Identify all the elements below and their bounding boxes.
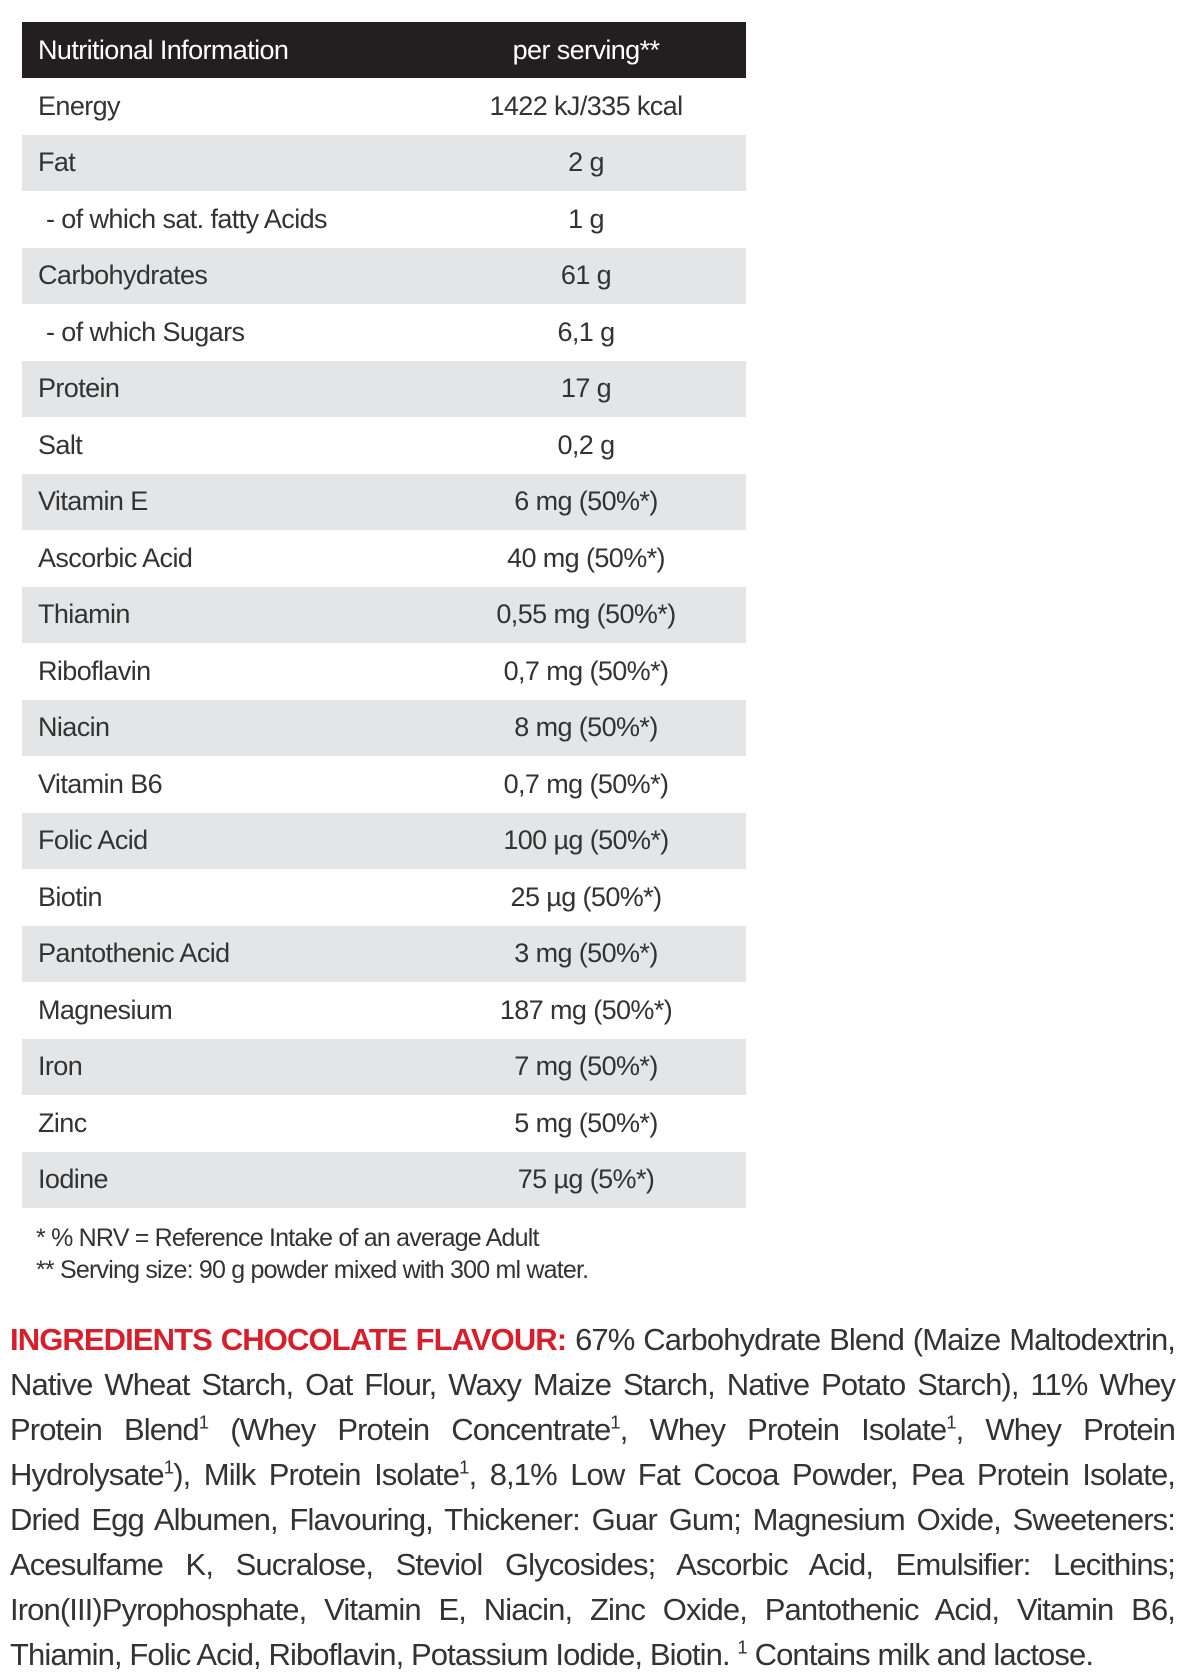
- table-row: [22, 1152, 746, 1209]
- table-header-label: Nutritional Information: [38, 34, 289, 65]
- nutrient-value: 61 g: [560, 260, 612, 291]
- footnote-marker: 1: [946, 1411, 956, 1433]
- nutrient-label: Salt: [38, 429, 83, 460]
- ingredients-text: ), Milk Protein Isolate: [173, 1457, 460, 1492]
- table-row: [22, 191, 746, 248]
- table-header-value: per serving**: [512, 34, 660, 65]
- nutrient-label: Ascorbic Acid: [38, 542, 193, 573]
- nutrient-value: 5 mg (50%*): [514, 1107, 658, 1138]
- nutrient-label: Iron: [38, 1051, 83, 1082]
- footnote-marker: 1: [198, 1411, 209, 1433]
- table-row: [22, 700, 746, 757]
- nutrient-value: 187 mg (50%*): [499, 994, 673, 1025]
- table-row: [22, 813, 746, 870]
- nutrient-value: 6 mg (50%*): [514, 486, 658, 517]
- nutrient-label: Folic Acid: [38, 825, 148, 856]
- table-row: [22, 869, 746, 926]
- nutrient-label: Thiamin: [38, 599, 130, 630]
- nutrient-label: Magnesium: [38, 994, 173, 1025]
- table-header-row: [22, 22, 746, 78]
- nutrient-label: Energy: [38, 90, 120, 121]
- footnote-marker: 1: [459, 1456, 469, 1478]
- table-row: [22, 474, 746, 531]
- footnote-nrv: * % NRV = Reference Intake of an average Adult: [36, 1224, 539, 1252]
- nutrient-value: 0,55 mg (50%*): [496, 599, 676, 630]
- nutrient-value: 25 µg (50%*): [510, 881, 662, 912]
- nutrient-label: Carbohydrates: [38, 260, 208, 291]
- ingredients-text: , Whey Protein Isolate: [619, 1412, 947, 1447]
- nutrient-value: 1 g: [568, 203, 604, 234]
- nutrient-label: Iodine: [38, 1164, 108, 1195]
- nutrient-value: 2 g: [568, 147, 604, 178]
- ingredients-paragraph: [10, 1317, 1175, 1677]
- nutrient-value: 1422 kJ/335 kcal: [489, 90, 683, 121]
- table-row: [22, 756, 746, 813]
- ingredients-title: INGREDIENTS CHOCOLATE FLAVOUR:: [10, 1322, 567, 1357]
- nutrient-label: Vitamin E: [38, 486, 148, 517]
- footnote-marker: 1: [163, 1456, 174, 1478]
- table-row: [22, 361, 746, 418]
- nutrient-label: Vitamin B6: [38, 768, 163, 799]
- footnote-marker: 1: [610, 1411, 620, 1433]
- nutrient-value: 0,7 mg (50%*): [503, 655, 669, 686]
- table-row: [22, 417, 746, 474]
- nutrient-label: Niacin: [38, 712, 110, 743]
- table-row: [22, 1039, 746, 1096]
- table-row: [22, 587, 746, 644]
- table-row: [22, 643, 746, 700]
- nutrient-value: 0,2 g: [557, 429, 615, 460]
- table-row: [22, 982, 746, 1039]
- footnotes: [36, 1222, 588, 1286]
- footnote-serving-size: ** Serving size: 90 g powder mixed with 300 ml water.: [36, 1256, 589, 1284]
- nutrient-label: Fat: [38, 147, 76, 178]
- nutrient-label: Biotin: [38, 881, 102, 912]
- nutrient-value: 6,1 g: [557, 316, 615, 347]
- ingredients-text: (Whey Protein Concentrate: [208, 1412, 611, 1447]
- nutrient-value: 40 mg (50%*): [507, 542, 665, 573]
- nutrient-value: 7 mg (50%*): [514, 1051, 658, 1082]
- nutrient-label: Pantothenic Acid: [38, 938, 230, 969]
- ingredients-text: , Whey Protein Hydrolysate: [10, 1412, 1175, 1492]
- table-row: [22, 78, 746, 135]
- ingredients-text: 67% Carbohydrate Blend (Maize Maltodextrin, Native Wheat Starch, Oat Flour, Waxy Maize Starch, Native Potato Starch), 11% Whey Protein Blend: [10, 1322, 1175, 1447]
- nutrient-label: - of which Sugars: [46, 316, 245, 347]
- nutrient-label: - of which sat. fatty Acids: [46, 203, 327, 234]
- ingredients-text: , 8,1% Low Fat Cocoa Powder, Pea Protein Isolate, Dried Egg Albumen, Flavouring, Thickener: Guar Gum; Magnesium Oxide, Sweeteners: Acesulfame K, Sucralose, Steviol Glycosides; Ascorbic Acid, Emulsifier: Lecithins; Iron(III)Pyrophosphate, Vitamin E, Niacin, Zinc Oxide, Pantothenic Acid, Vitamin B6, Thiamin, Folic Acid, Riboflavin, Potassium Iodide, Biotin.: [10, 1457, 1175, 1672]
- table-row: [22, 1095, 746, 1152]
- table-row: [22, 926, 746, 983]
- nutrient-label: Protein: [38, 373, 120, 404]
- table-row: [22, 248, 746, 305]
- nutrient-value: 3 mg (50%*): [514, 938, 658, 969]
- table-row: [22, 304, 746, 361]
- nutrient-value: 8 mg (50%*): [514, 712, 658, 743]
- nutrition-table: [22, 22, 746, 1208]
- nutrient-value: 75 µg (5%*): [517, 1164, 655, 1195]
- nutrient-value: 0,7 mg (50%*): [503, 768, 669, 799]
- ingredients-text: Contains milk and lactose.: [746, 1637, 1094, 1672]
- table-row: [22, 530, 746, 587]
- nutrient-value: 100 µg (50%*): [503, 825, 669, 856]
- nutrient-label: Zinc: [38, 1107, 87, 1138]
- footnote-marker: 1: [737, 1636, 747, 1658]
- nutrient-value: 17 g: [560, 373, 612, 404]
- nutrient-label: Riboflavin: [38, 655, 151, 686]
- table-row: [22, 135, 746, 192]
